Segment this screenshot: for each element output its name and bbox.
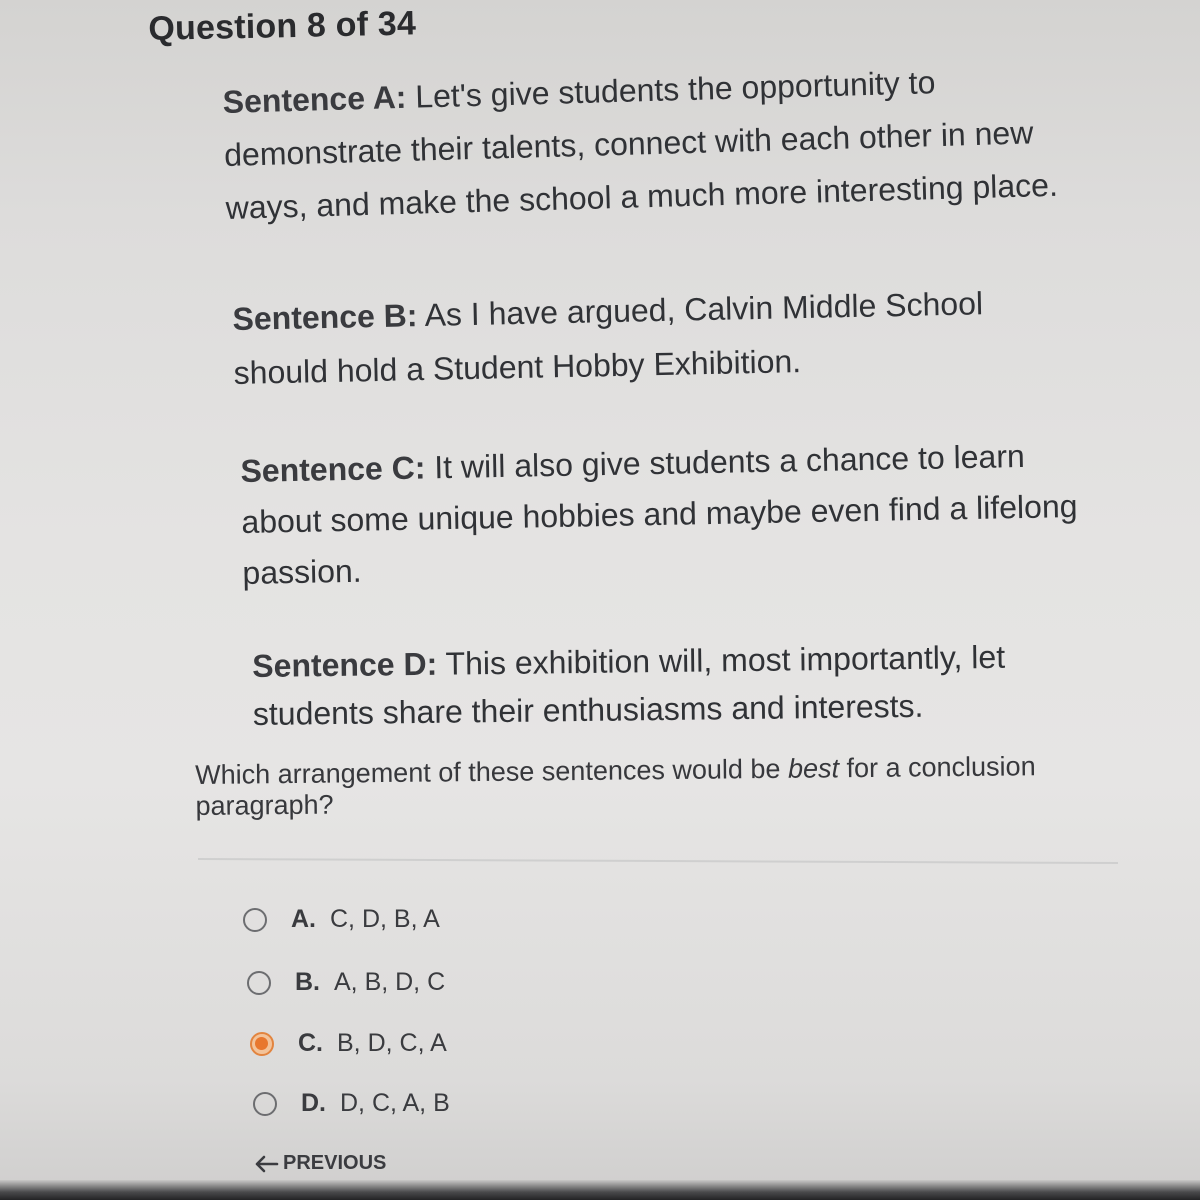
- option-d-text: D, C, A, B: [340, 1089, 450, 1117]
- answer-option-c[interactable]: [250, 1029, 447, 1058]
- sentence-d-label: Sentence D:: [252, 645, 438, 684]
- option-a-text: C, D, B, A: [330, 905, 440, 933]
- sentence-c-label: Sentence C:: [240, 449, 426, 489]
- sentence-c: [240, 429, 1103, 598]
- sentence-b-label: Sentence B:: [232, 297, 418, 337]
- question-prompt: [195, 751, 1056, 822]
- answer-option-b[interactable]: [247, 968, 445, 997]
- radio-button-d[interactable]: [253, 1092, 277, 1116]
- arrow-left-icon: [253, 1154, 279, 1174]
- option-d-letter: D.: [301, 1089, 326, 1117]
- question-prompt-emphasis: best: [787, 753, 840, 784]
- screen-bezel: [0, 1180, 1200, 1200]
- sentence-b-text: As I have argued, Calvin Middle School should hold a Student Hobby Exhibition.: [233, 285, 984, 391]
- option-c-letter: C.: [298, 1029, 323, 1057]
- option-c-text: B, D, C, A: [337, 1029, 447, 1057]
- answer-option-a[interactable]: [243, 905, 440, 934]
- option-b-letter: B.: [295, 968, 320, 996]
- question-counter: Question 8 of 34: [148, 4, 417, 48]
- sentence-a: [222, 51, 1106, 235]
- sentence-a-label: Sentence A:: [222, 78, 407, 120]
- sentence-c-text: It will also give students a chance to learn about some unique hobbies and maybe even find a lifelong passion.: [241, 437, 1078, 591]
- answer-option-d[interactable]: [253, 1089, 450, 1118]
- question-prompt-before: Which arrangement of these sentences would be: [195, 753, 789, 790]
- option-b-text: A, B, D, C: [334, 968, 446, 996]
- sentence-d-text: This exhibition will, most importantly, let students share their enthusiasms and interests.: [252, 638, 1006, 732]
- previous-button[interactable]: [253, 1152, 386, 1175]
- sentence-a-text: Let's give students the opportunity to demonstrate their talents, connect with each other in new ways, and make the school a much more interesting place.: [223, 64, 1059, 226]
- previous-label: PREVIOUS: [283, 1152, 387, 1174]
- sentence-d: [252, 632, 1033, 738]
- radio-button-a[interactable]: [243, 908, 267, 932]
- sentence-b: [232, 276, 1014, 400]
- radio-button-b[interactable]: [247, 971, 271, 995]
- divider: [198, 858, 1118, 864]
- question-prompt-after: for a conclusion paragraph?: [195, 751, 1036, 821]
- option-a-letter: A.: [291, 905, 316, 933]
- radio-button-c-selected[interactable]: [250, 1032, 274, 1056]
